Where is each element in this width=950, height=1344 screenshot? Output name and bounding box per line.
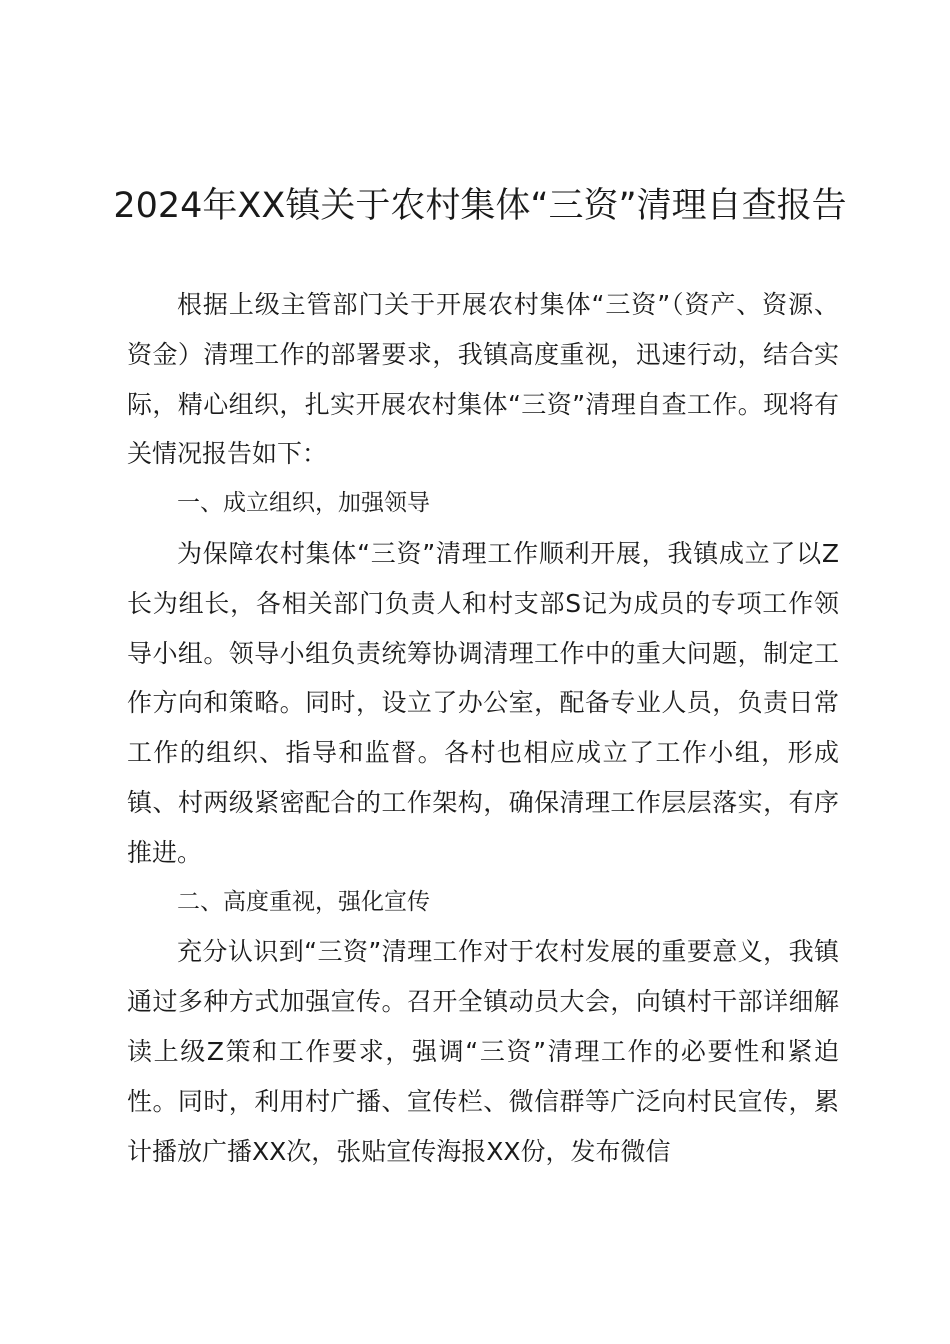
document-body [127,280,839,1176]
paragraph-section-2: 充分认识到“三资”清理工作对于农村发展的重要意义，我镇通过多种方式加强宣传。召开全镇动员大会，向镇村干部详细解读上级Z策和工作要求，强调“三资”清理工作的必要性和紧迫性。同时，利用村广播、宣传栏、微信群等广泛向村民宣传，累计播放广播XX次，张贴宣传海报XX份，发布微信 [127,937,839,1166]
paragraph-section-1: 为保障农村集体“三资”清理工作顺利开展，我镇成立了以Z长为组长，各相关部门负责人和村支部S记为成员的专项工作领导小组。领导小组负责统筹协调清理工作中的重大问题，制定工作方向和策略。同时，设立了办公室，配备专业人员，负责日常工作的组织、指导和监督。各村也相应成立了工作小组，形成镇、村两级紧密配合的工作架构，确保清理工作层层落实，有序推进。 [127,538,839,867]
paragraph-intro: 根据上级主管部门关于开展农村集体“三资”（资产、资源、资金）清理工作的部署要求，我镇高度重视，迅速行动，结合实际，精心组织，扎实开展农村集体“三资”清理自查工作。现将有关情况报告如下： [127,290,839,469]
document-title: 2024年XX镇关于农村集体“三资”清理自查报告 [113,186,847,226]
section-heading-1: 一、成立组织，加强领导 [177,490,430,517]
section-heading-2: 二、高度重视，强化宣传 [177,888,430,915]
